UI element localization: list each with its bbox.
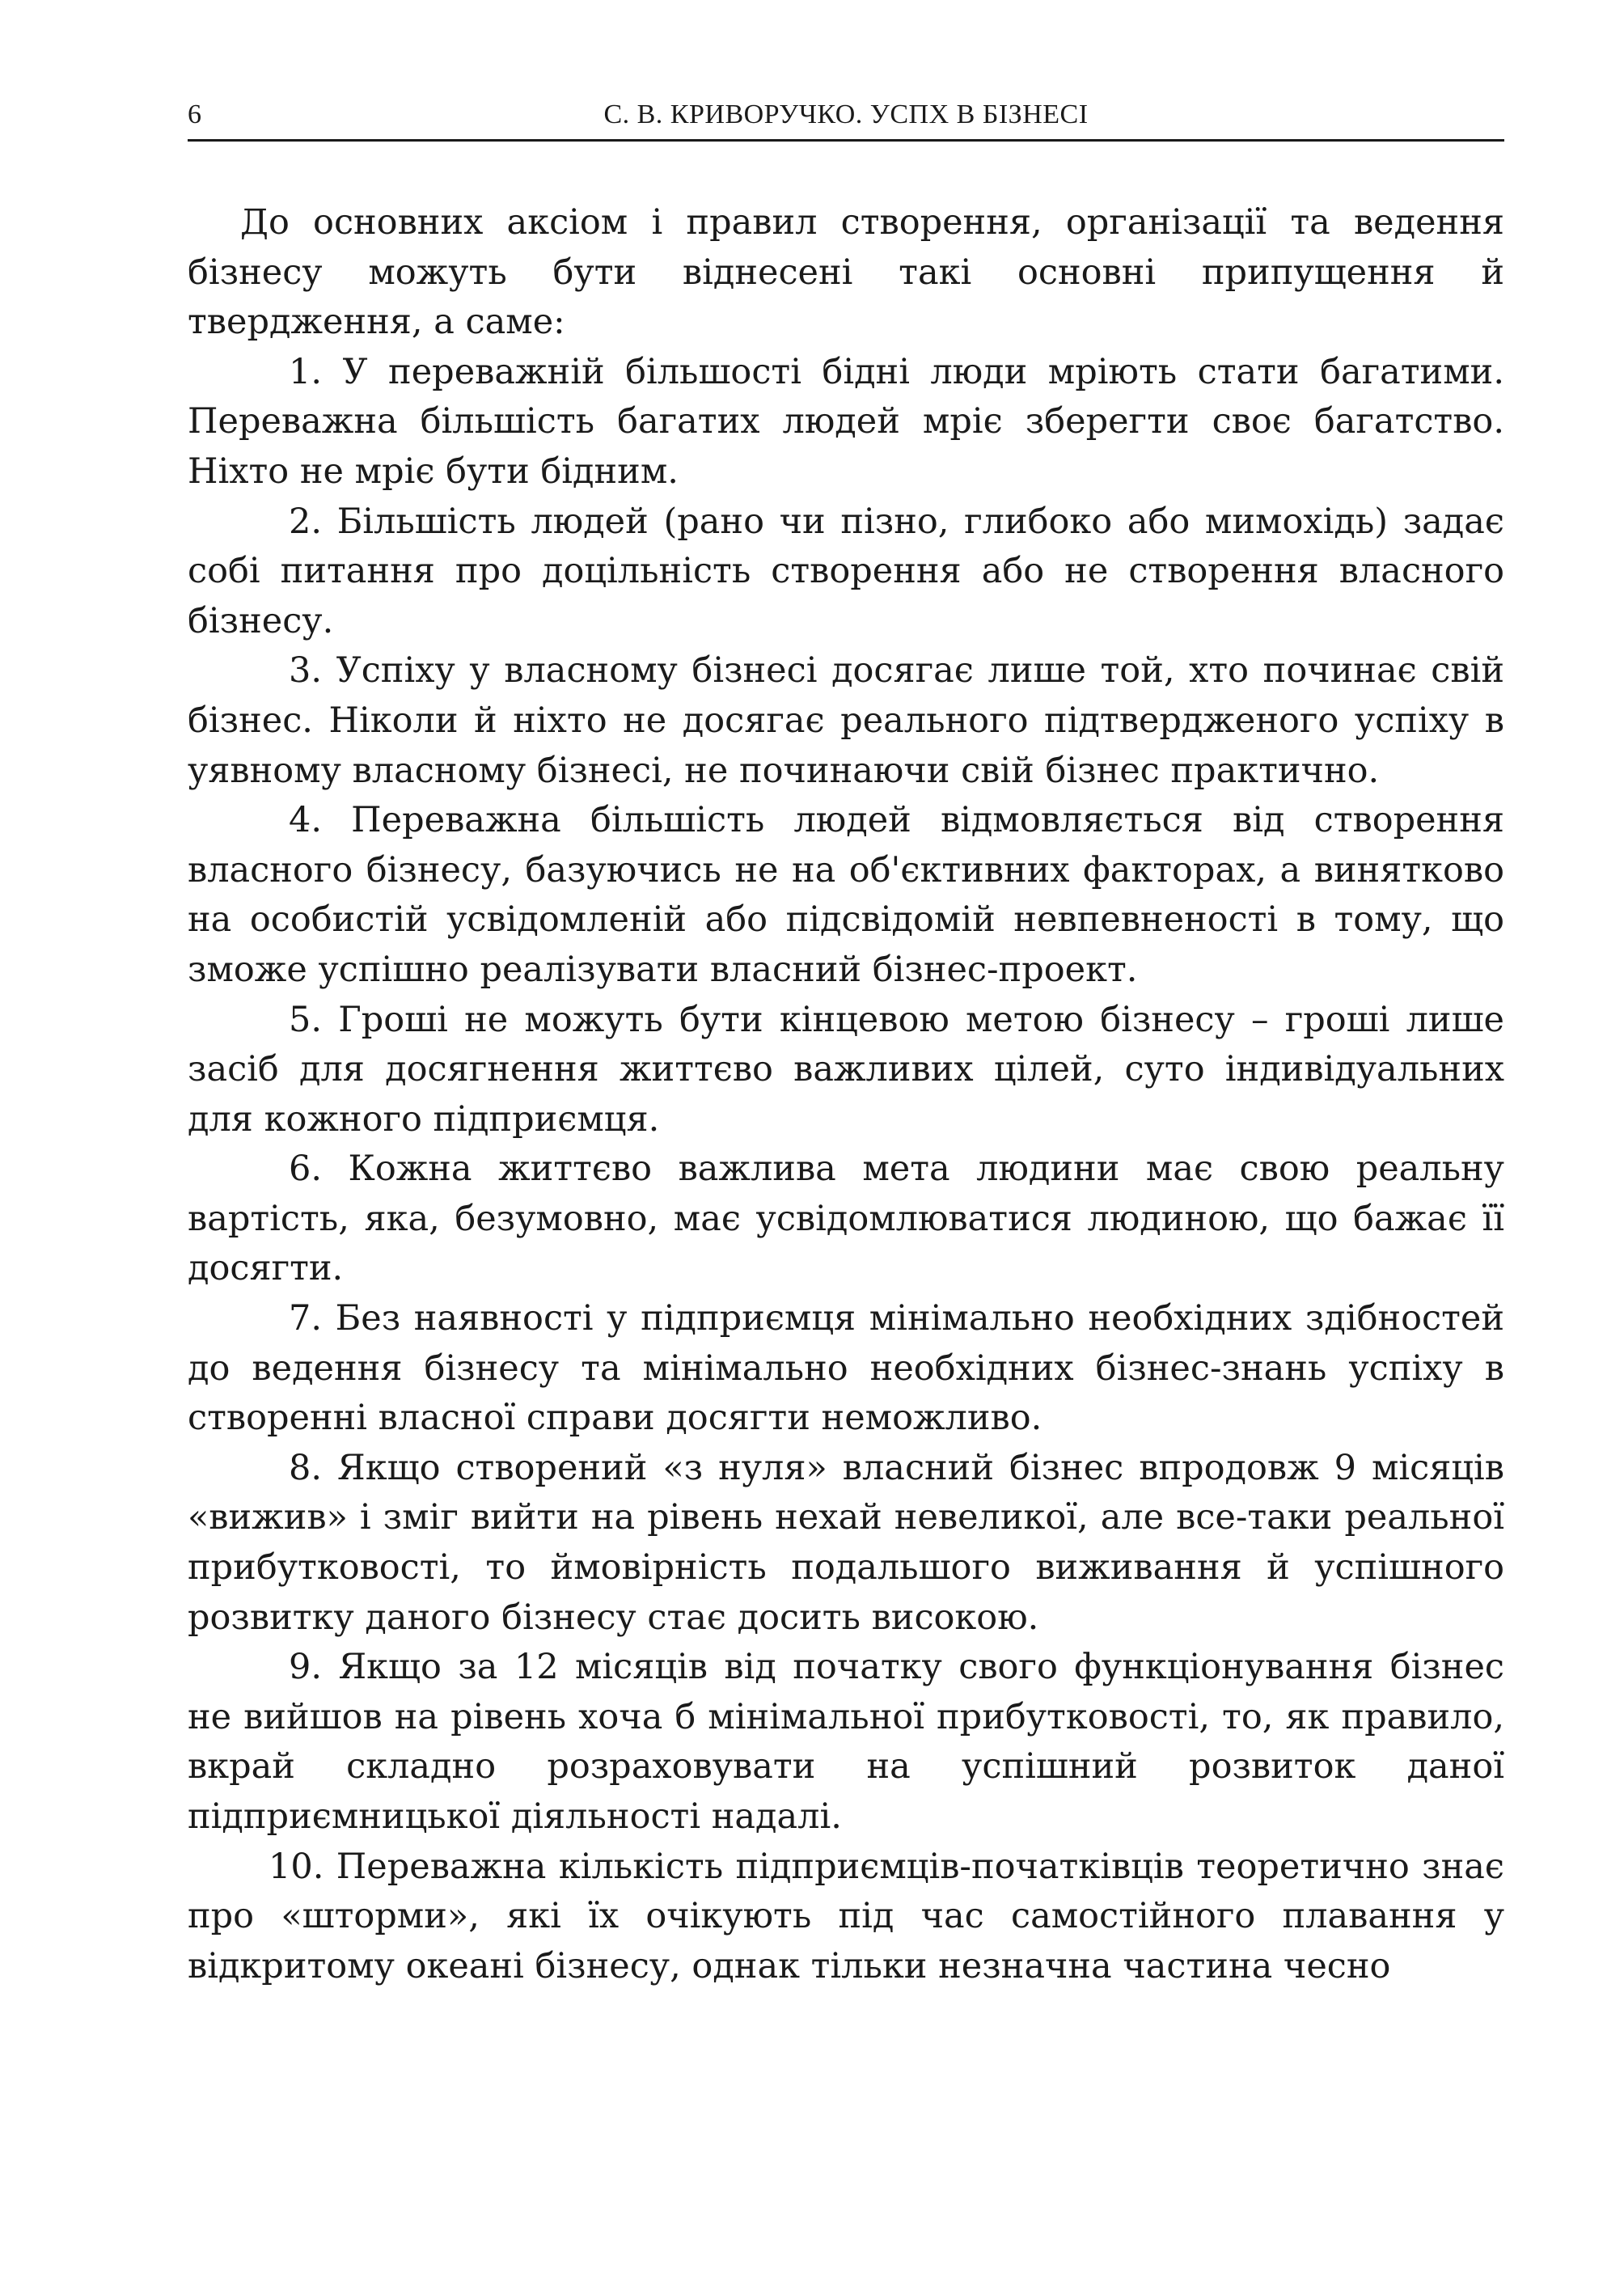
list-item: 3. Успіху у власному бізнесі досягає лише той, хто починає свій бізнес. Ніколи й ніхто не досягає реального підтвердженого успіху в уявному власному бізнесі, не починаючи свій бізнес практично.: [188, 650, 1504, 791]
running-title: С. В. КРИВОРУЧКО. УСПХ В БІЗНЕСІ: [603, 99, 1089, 129]
list-item: 8. Якщо створений «з нуля» власний бізнес впродовж 9 місяців «вижив» і зміг вийти на рівень нехай невеликої, але все-таки реальної прибутковості, то ймовірність подальшого виживання й успішного розвитку даного бізнесу стає досить високою.: [188, 1447, 1504, 1638]
list-item: 2. Більшість людей (рано чи пізно, глибоко або мимохідь) задає собі питання про доцільність створення або не створення власного бізнесу.: [188, 501, 1504, 641]
list-item: 4. Переважна більшість людей відмовляється від створення власного бізнесу, базуючись не на об'єктивних факторах, а винятково на особистій усвідомленій або підсвідомій невпевненості в тому, що зможе успішно реалізувати власний бізнес-проект.: [188, 800, 1504, 990]
list-item: 5. Гроші не можуть бути кінцевою метою бізнесу – гроші лише засіб для досягнення життєво важливих цілей, суто індивідуальних для кожного підприємця.: [188, 999, 1504, 1140]
page-header: [188, 91, 1504, 142]
page-number: 6: [188, 99, 201, 129]
list-item: 1. У переважній більшості бідні люди мріють стати багатими. Переважна більшість багатих людей мріє зберегти своє багатство. Ніхто не мріє бути бідним.: [188, 351, 1504, 492]
list-item: 10. Переважна кількість підприємців-початківців теоретично знає про «шторми», які їх очікують під час самостійного плавання у відкритому океані бізнесу, однак тільки незначна частина чесно: [188, 1846, 1504, 1986]
list-item: 9. Якщо за 12 місяців від початку свого функціонування бізнес не вийшов на рівень хоча б мінімальної прибутковості, то, як правило, вкрай складно розраховувати на успішний розвиток даної підприємницької діяльності надалі.: [188, 1647, 1504, 1837]
list-item: 7. Без наявності у підприємця мінімально необхідних здібностей до ведення бізнесу та мінімально необхідних бізнес-знань успіху в створенні власної справи досягти неможливо.: [188, 1298, 1504, 1439]
list-item: 6. Кожна життєво важлива мета людини має свою реальну вартість, яка, безумовно, має усвідомлюватися людиною, що бажає її досягти.: [188, 1149, 1504, 1289]
intro-paragraph: До основних аксіом і правил створення, організації та ведення бізнесу можуть бути віднесені такі основні припущення й твердження, а саме:: [188, 202, 1504, 343]
body-text: [188, 198, 1504, 1991]
